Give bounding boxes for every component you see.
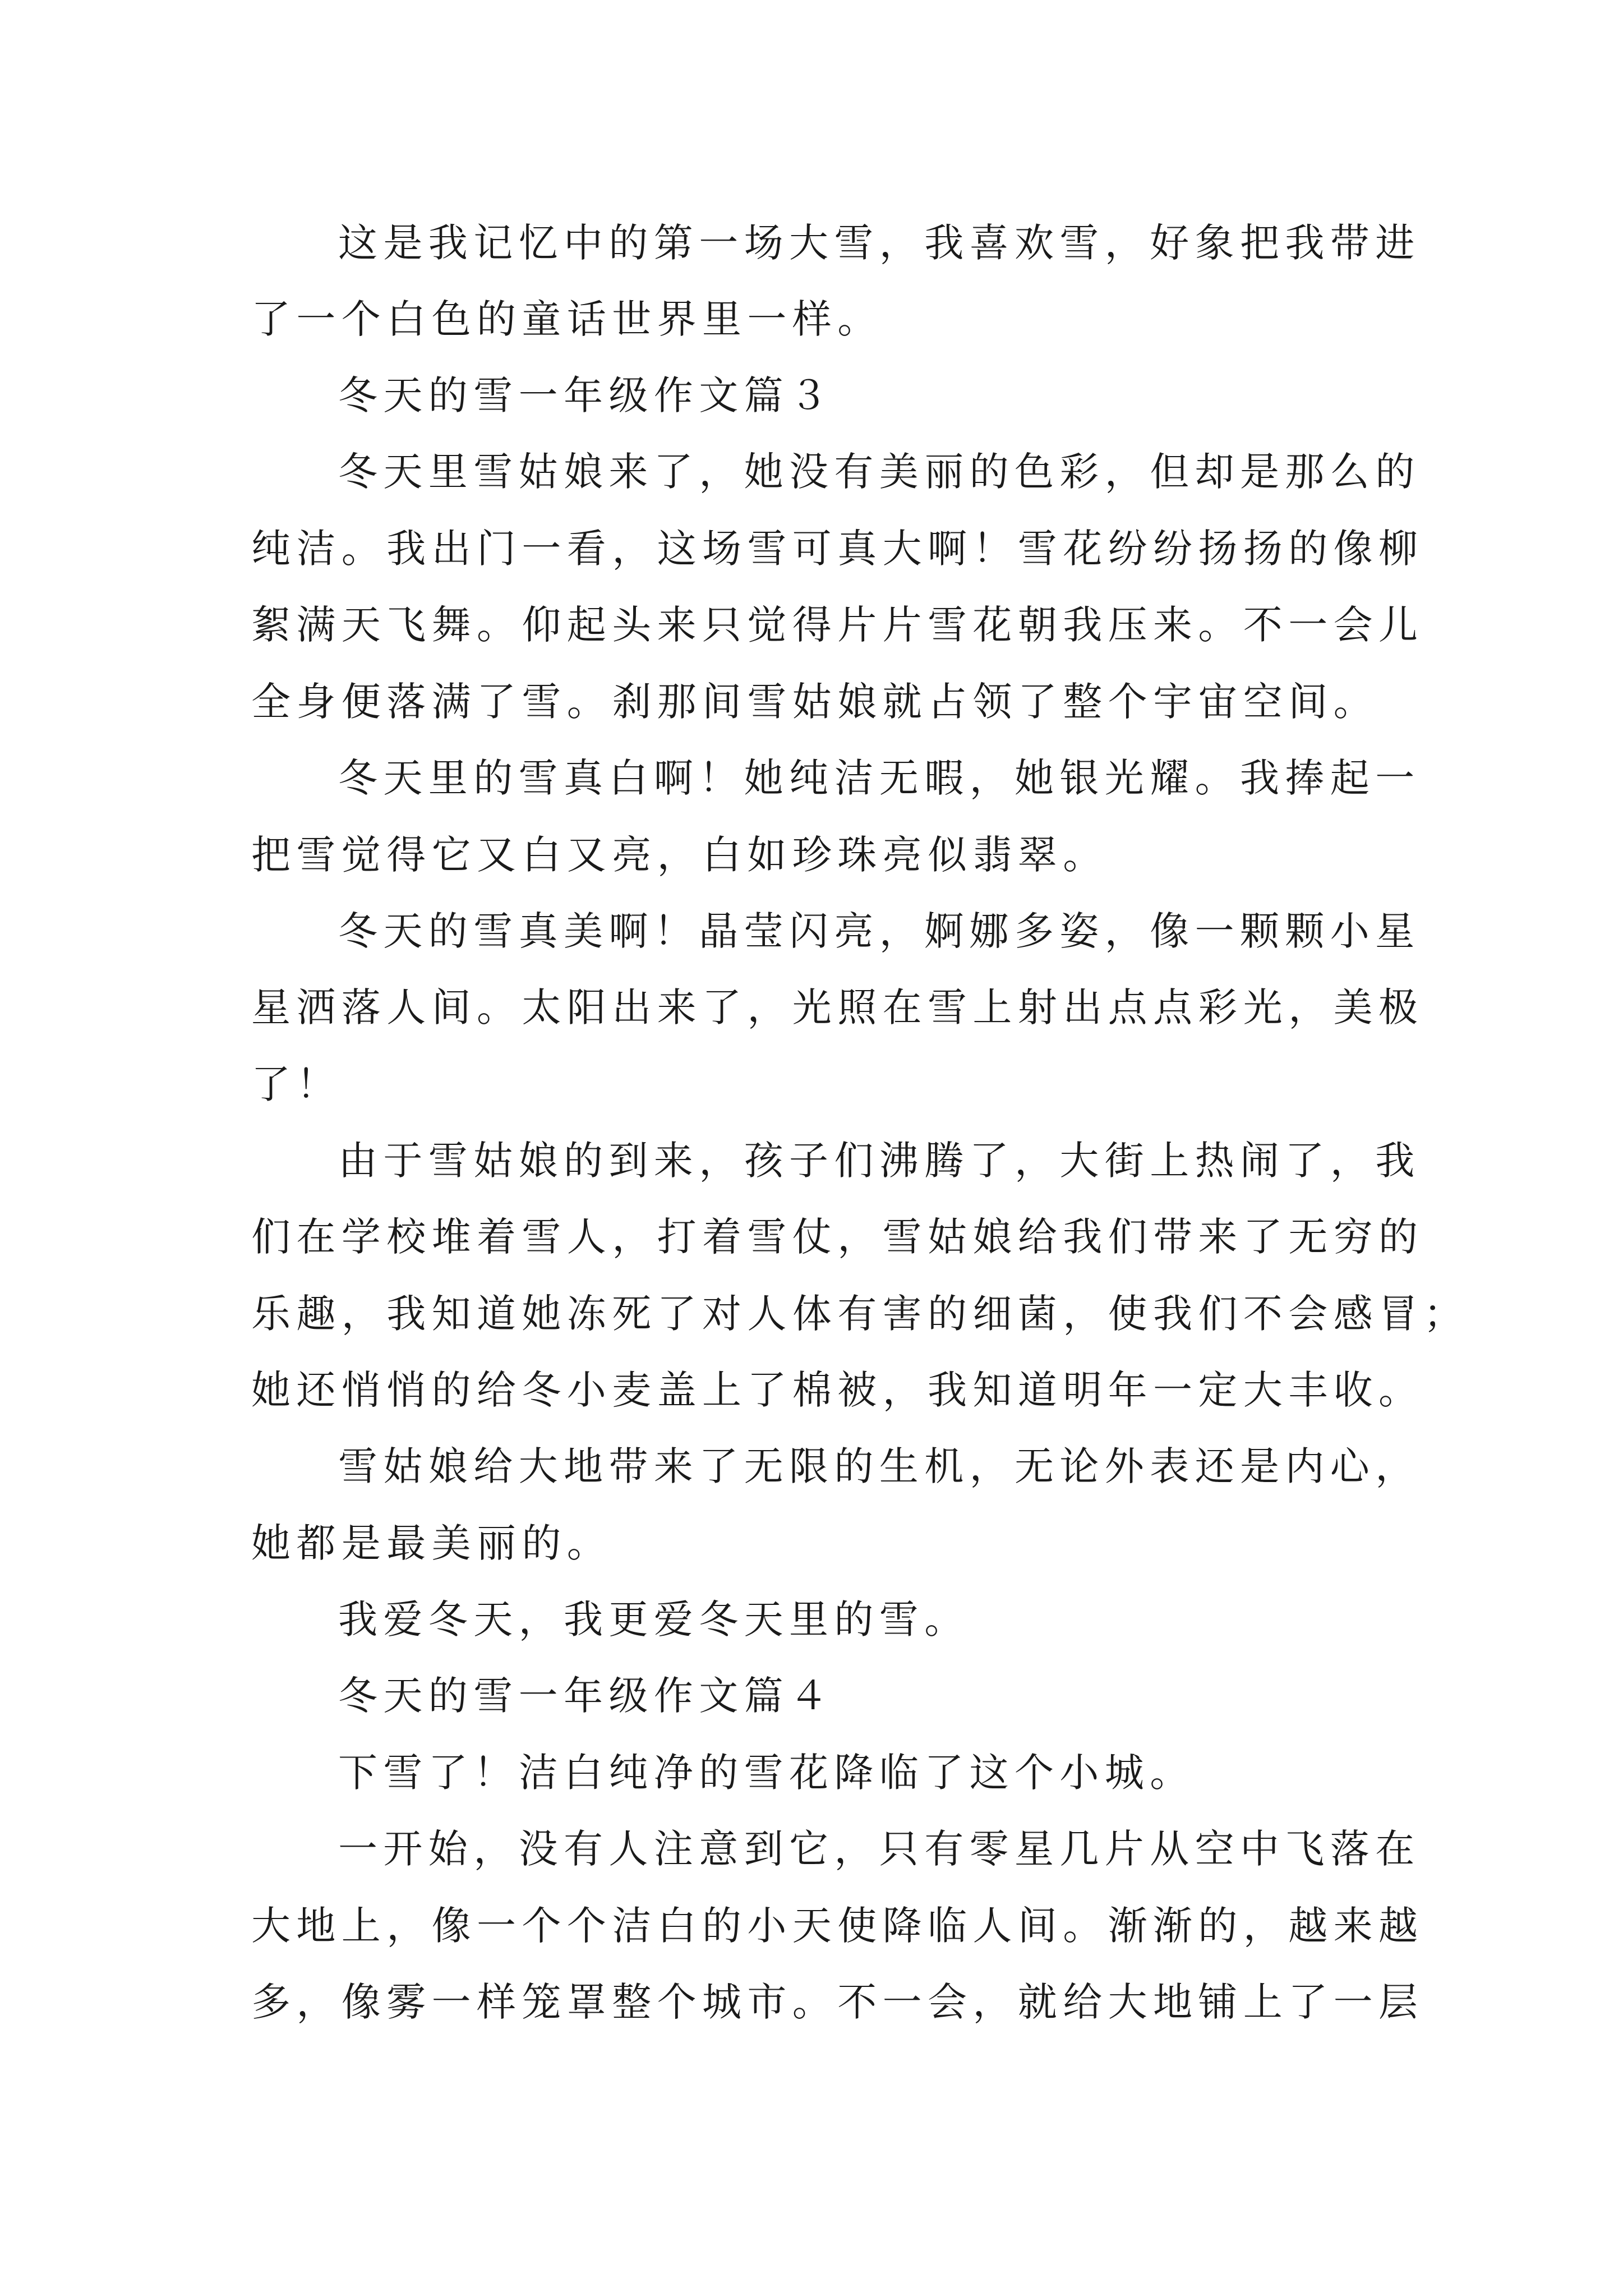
body-text-line: 一开始，没有人注意到它，只有零星几片从空中飞落在	[338, 1826, 1421, 1872]
body-text-line: 絮满天飞舞。仰起头来只觉得片片雪花朝我压来。不一会儿	[251, 602, 1424, 648]
body-text-line: 冬天里的雪真白啊！她纯洁无暇，她银光耀。我捧起一	[338, 755, 1421, 801]
body-text-line: 把雪觉得它又白又亮，白如珍珠亮似翡翠。	[251, 832, 1108, 878]
body-text-line: 们在学校堆着雪人，打着雪仗，雪姑娘给我们带来了无穷的	[251, 1214, 1424, 1260]
body-text-line: 她都是最美丽的。	[251, 1520, 612, 1566]
body-text-line: 她还悄悄的给冬小麦盖上了棉被，我知道明年一定大丰收。	[251, 1367, 1424, 1413]
body-text-line: 多，像雾一样笼罩整个城市。不一会，就给大地铺上了一层	[251, 1979, 1424, 2025]
body-text-line: 下雪了！洁白纯净的雪花降临了这个小城。	[338, 1750, 1195, 1796]
body-text-line: 冬天的雪真美啊！晶莹闪亮，婀娜多姿，像一颗颗小星	[338, 908, 1421, 954]
body-text-line: 我爱冬天，我更爱冬天里的雪。	[338, 1596, 970, 1642]
body-text-line: 星洒落人间。太阳出来了，光照在雪上射出点点彩光，美极	[251, 984, 1424, 1030]
section-heading: 冬天的雪一年级作文篇４	[338, 1673, 834, 1719]
body-text-line: 了！	[251, 1061, 342, 1107]
body-text-line: 由于雪姑娘的到来，孩子们沸腾了，大街上热闹了，我	[338, 1138, 1421, 1184]
body-text-line: 冬天里雪姑娘来了，她没有美丽的色彩，但却是那么的	[338, 449, 1421, 495]
body-text-line: 雪姑娘给大地带来了无限的生机，无论外表还是内心，	[338, 1443, 1421, 1489]
section-heading: 冬天的雪一年级作文篇３	[338, 372, 834, 418]
body-text-line: 这是我记忆中的第一场大雪，我喜欢雪，好象把我带进	[338, 220, 1421, 266]
body-text-line: 乐趣，我知道她冻死了对人体有害的细菌，使我们不会感冒；	[251, 1291, 1469, 1337]
body-text-line: 纯洁。我出门一看，这场雪可真大啊！雪花纷纷扬扬的像柳	[251, 526, 1424, 572]
body-text-line: 了一个白色的童话世界里一样。	[251, 296, 883, 342]
body-text-line: 大地上，像一个个洁白的小天使降临人间。渐渐的，越来越	[251, 1903, 1424, 1949]
body-text-line: 全身便落满了雪。刹那间雪姑娘就占领了整个宇宙空间。	[251, 679, 1378, 725]
